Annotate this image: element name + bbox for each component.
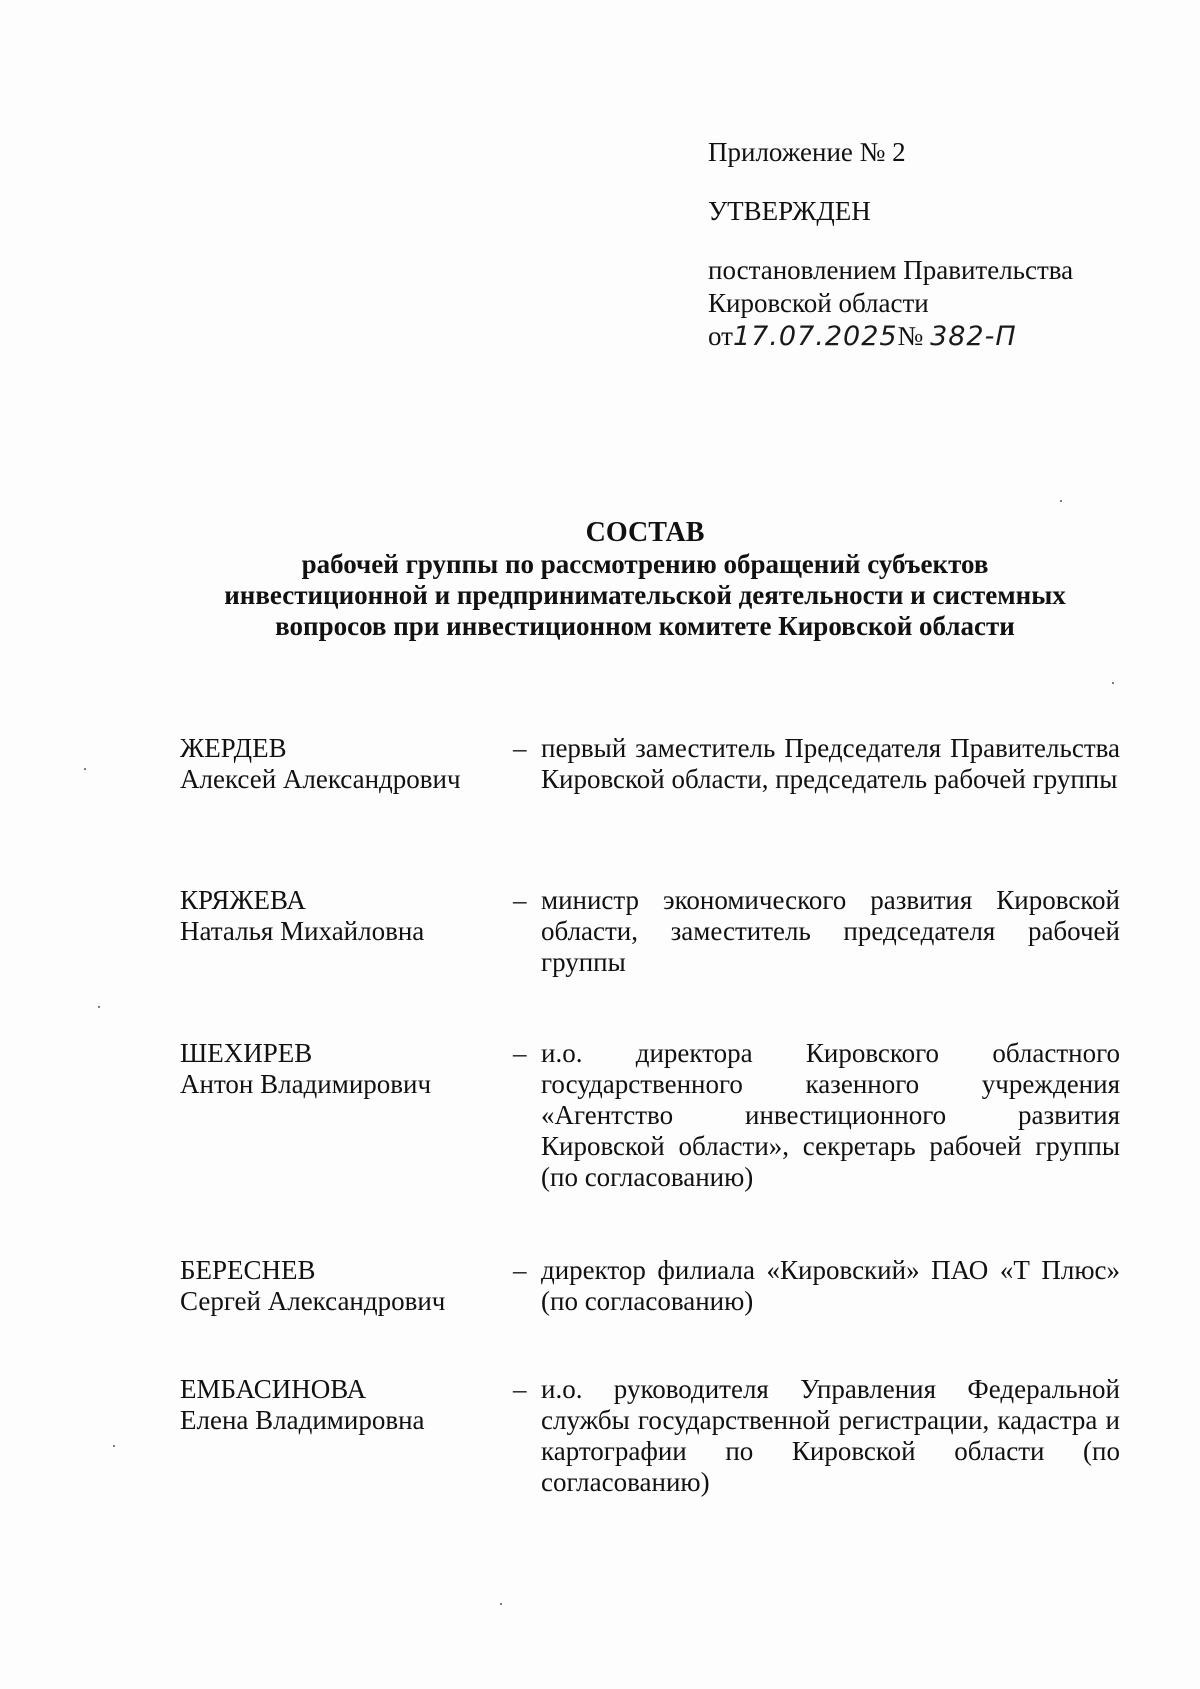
member-role: и.о. руководителя Управления Федеральной службы государственной регистрации, кадастра и картографии по Кировской области (по согласованию) <box>541 1374 1120 1497</box>
member-dash: – <box>513 885 527 915</box>
member-name <box>180 1255 510 1317</box>
member-surname: ШЕХИРЕВ <box>180 1038 313 1068</box>
scan-speck <box>98 1006 100 1008</box>
member-dash: – <box>513 733 527 763</box>
decree-line-2: Кировской области <box>708 288 929 318</box>
scan-speck <box>1112 682 1114 684</box>
member-surname: ЕМБАСИНОВА <box>180 1374 367 1404</box>
decree-line-1: постановлением Правительства <box>708 255 1074 285</box>
appendix-label: Приложение № 2 <box>708 137 906 167</box>
member-role: министр экономического развития Кировской области, заместитель председателя рабочей группы <box>541 885 1120 977</box>
member-dash: – <box>513 1255 527 1285</box>
decree-date-number <box>708 320 1128 353</box>
member-surname: КРЯЖЕВА <box>180 885 306 915</box>
heading-title: СОСТАВ <box>585 517 705 548</box>
heading-line-1: рабочей группы по рассмотрению обращений субъектов <box>301 549 989 579</box>
from-prefix: от <box>708 321 733 351</box>
member-dash: – <box>513 1374 527 1404</box>
member-given-name: Наталья Михайловна <box>180 916 425 946</box>
member-surname: БЕРЕСНЕВ <box>180 1255 316 1285</box>
scan-speck <box>113 1445 115 1447</box>
member-given-name: Антон Владимирович <box>180 1069 432 1099</box>
member-role: директор филиала «Кировский» ПАО «Т Плюс» (по согласованию) <box>541 1255 1120 1316</box>
approved-label: УТВЕРЖДЕН <box>708 196 871 226</box>
member-name <box>180 1038 510 1100</box>
heading-line-3: вопросов при инвестиционном комитете Кировской области <box>275 611 1015 641</box>
member-given-name: Елена Владимировна <box>180 1405 425 1435</box>
member-dash: – <box>513 1038 527 1068</box>
handwritten-number: 382-П <box>930 321 1017 352</box>
member-name <box>180 1374 510 1436</box>
member-name <box>180 733 510 795</box>
number-sign: № <box>897 321 924 351</box>
member-name <box>180 885 510 947</box>
approval-block <box>708 136 1128 353</box>
member-role: и.о. директора Кировского областного государственного казенного учреждения «Агентство инвестиционного развития Кировской области», секретарь рабочей группы (по согласованию) <box>541 1038 1120 1192</box>
member-given-name: Алексей Александрович <box>180 764 461 794</box>
document-heading <box>150 517 1140 642</box>
member-role: первый заместитель Председателя Правительства Кировской области, председатель рабочей группы <box>541 733 1120 794</box>
handwritten-date: 17.07.2025 <box>732 321 898 352</box>
scan-speck <box>1060 500 1062 502</box>
heading-line-2: инвестиционной и предпринимательской деятельности и системных <box>224 580 1066 610</box>
scan-speck <box>500 1603 502 1605</box>
member-given-name: Сергей Александрович <box>180 1286 446 1316</box>
member-surname: ЖЕРДЕВ <box>180 733 287 763</box>
scan-speck <box>84 768 86 770</box>
